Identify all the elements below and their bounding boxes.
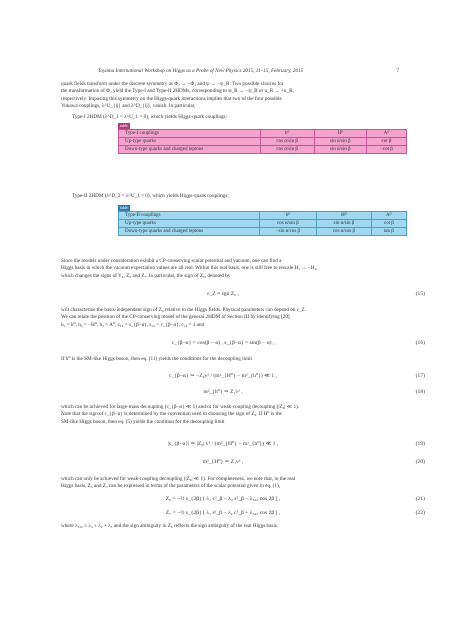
table-cell: cot β [366, 138, 406, 146]
equation-20 [61, 459, 425, 469]
equation-expression: ε_Z ≡ sgn Z₆ , [207, 291, 239, 297]
table-cell: cos α/sin β [260, 146, 314, 154]
text-line: Higgs basis in which the vacuum expectation values are all real. Within this real basis, one is still free to rescale H₂ → −H₂, [61, 265, 318, 272]
equation-number: (17) [415, 373, 425, 379]
equation-expression: c_{β−α} ≃ −Z₆v² / (m²_{H⁰} − m²_{h⁰}) ≪ 1 , [168, 373, 278, 379]
equation-18 [61, 389, 425, 399]
equation-expression: m²_{H⁰} ≃ Z₁v² , [202, 459, 244, 465]
table-cell: sin α/sin β [314, 138, 366, 146]
text-line: Note that the sign of c_{β−α} is determined by the convention used in choosing the sign of Z₆. If H⁰ is the [61, 411, 282, 418]
paragraph-sign-characterize [61, 307, 421, 329]
equation-21 [61, 496, 425, 506]
table-cell: Down-type quarks and charged leptons [119, 146, 261, 154]
text-line: h₁ = h⁰, h₂ = −H⁰, h₃ = A⁰, c₁₂ = s_{β−α}, s₁₂ = c_{β−α}, c₁₃ = 1 and [61, 321, 205, 328]
page-number: 7 [396, 68, 399, 74]
table-row [119, 228, 407, 236]
table-header-cell: h⁰ [260, 130, 314, 138]
running-header [98, 68, 399, 74]
table2-tag: table [120, 205, 128, 210]
equation-number: (21) [415, 496, 425, 502]
table1-tag: table [120, 123, 128, 128]
text-line: If h⁰ is the SM-like Higgs boson, then eq. (11) yields the conditions for the decoupling limit [61, 356, 252, 362]
table-cell: tan β [371, 228, 406, 236]
type2-label: Type-II 2HDM (λ^D_2 = λ^U_1 = 0), which yields Higgs-quark couplings: [72, 193, 229, 199]
equation-number: (20) [415, 459, 425, 465]
paragraph-decoupling-h0 [61, 356, 421, 363]
table-cell: cot β [371, 220, 406, 228]
text-line: which can only be achieved for weak-coupling decoupling (|Z₆| ≪ 1). For completeness, we note that, in the real [61, 476, 296, 482]
table-cell: sin α/sin β [317, 220, 372, 228]
text-line: quark fields transform under the discrete symmetry as Φ₂ → −Φ₂ and ψ → −ψ_R. Two possible choices for [61, 81, 284, 87]
equation-expression: |s_{β−α}| ≃ |Z₆| v² / (m²_{H⁰} − m²_{h⁰}) ≪ 1 , [167, 441, 279, 447]
text-line: will characterize the basis-independent sign of Z₆ relative to the Higgs fields. Physical parameters can depend on ε_Z. [61, 307, 306, 313]
table-header-row [119, 130, 407, 138]
text-line: which can be achieved for large-mass decoupling (c_{β−α} ≪ 1) and/or for weak-coupling decoupling (|Z₆| ≪ 1). [61, 404, 300, 410]
equation-number: (18) [415, 389, 425, 395]
table-row [119, 146, 407, 154]
table-cell: −sin α/cos β [259, 228, 317, 236]
equation-number: (16) [415, 340, 425, 346]
table-header-cell: A⁰ [371, 212, 406, 220]
table-row [119, 220, 407, 228]
table-cell: −cot β [366, 146, 406, 154]
running-title: Toyama International Workshop on Higgs as a Probe of New Physics 2015, 11–15, February, 2015 [98, 68, 304, 74]
table-header-cell: A⁰ [366, 130, 406, 138]
table-header-cell: H⁰ [317, 212, 372, 220]
text-line: the transformation of Φ₂ yield the Type-I and Type-II 2HDMs, corresponding to ψ_R → −ψ_R or u_R → +u_R, [61, 88, 294, 95]
table-header-row [119, 212, 407, 220]
text-line: Since the models under consideration exhibit a CP-conserving scalar potential and vacuum, one can find a [61, 258, 282, 264]
equation-19 [61, 441, 425, 451]
equation-15 [61, 291, 425, 301]
text-line: Higgs basis, Z₆ and Z₇ can be expressed in terms of the parameters of the scalar potential given in eq. (1), [61, 483, 280, 490]
table-cell: Up-type quarks [119, 220, 260, 228]
text-line: Yukawa couplings, λ^U_{ij} and λ^D_{ij}, vanish. In particular, [61, 103, 196, 110]
table-cell: cos α/sin β [259, 220, 317, 228]
table-cell: Down-type quarks and charged leptons [119, 228, 260, 236]
equation-16 [61, 340, 425, 350]
equation-number: (19) [415, 441, 425, 447]
text-line: which changes the signs of Y₆, Z₆ and Z₇. In particular, the sign of Z₆, denoted by [61, 272, 231, 279]
table-cell: cos α/cos β [317, 228, 372, 236]
table-cell: Up-type quarks [119, 138, 261, 146]
type1-label: Type-I 2HDM (λ^D_1 = λ^U_1 = 0), which yields Higgs-quark couplings: [72, 114, 227, 120]
equation-number: (22) [415, 510, 425, 516]
type1-coupling-table [118, 129, 407, 154]
table-row [119, 138, 407, 146]
equation-22 [61, 510, 425, 520]
table-header-cell: Type-II couplings [119, 212, 260, 220]
table-header-cell: h⁰ [259, 212, 317, 220]
table-header-cell: Type-I couplings [119, 130, 261, 138]
paragraph-lambda345 [61, 523, 421, 530]
table-cell: cos α/sin β [260, 138, 314, 146]
text-line: respectively. Imposing this symmetry on the Higgs-quark interactions implies that two of the four possible [61, 95, 282, 102]
paragraph-weak-coupling [61, 476, 421, 491]
paragraph-higgs-basis [61, 258, 421, 280]
equation-17 [61, 373, 425, 383]
type2-coupling-table [118, 211, 407, 236]
equation-expression: c_{β−α} = cos(β − α) , s_{β−α} = sin(β − α) , [171, 340, 275, 346]
equation-expression: Z₆ = −½ s_{2β} [ λ₁ c²_β − λ₂ s²_β − λ₃₄₅ cos 2β ] , [165, 496, 281, 502]
equation-expression: Z₇ = −½ s_{2β} [ λ₁ s²_β − λ₂ c²_β + λ₃₄₅ cos 2β ] , [165, 510, 281, 516]
intro-paragraph [61, 81, 421, 111]
paragraph-large-mass-decoupling [61, 404, 421, 426]
equation-number: (15) [415, 291, 425, 297]
text-line: where λ₃₄₅ ≡ λ₃ + λ₄ + λ₅ and the sign ambiguity in Z₆ reflects the sign ambiguity of the real Higgs basis. [61, 523, 279, 529]
text-line: We can relate the position of the CP-conserving model of the general 2HDM of Section III by identifying [20] [61, 314, 290, 321]
table-cell: sin α/sin β [314, 146, 366, 154]
text-line: SM-like Higgs boson, then eq. (5) yields the condition for the decoupling limit [61, 418, 225, 425]
table-header-cell: H⁰ [314, 130, 366, 138]
equation-expression: m²_{h⁰} ≃ Z₁v² , [203, 389, 243, 395]
